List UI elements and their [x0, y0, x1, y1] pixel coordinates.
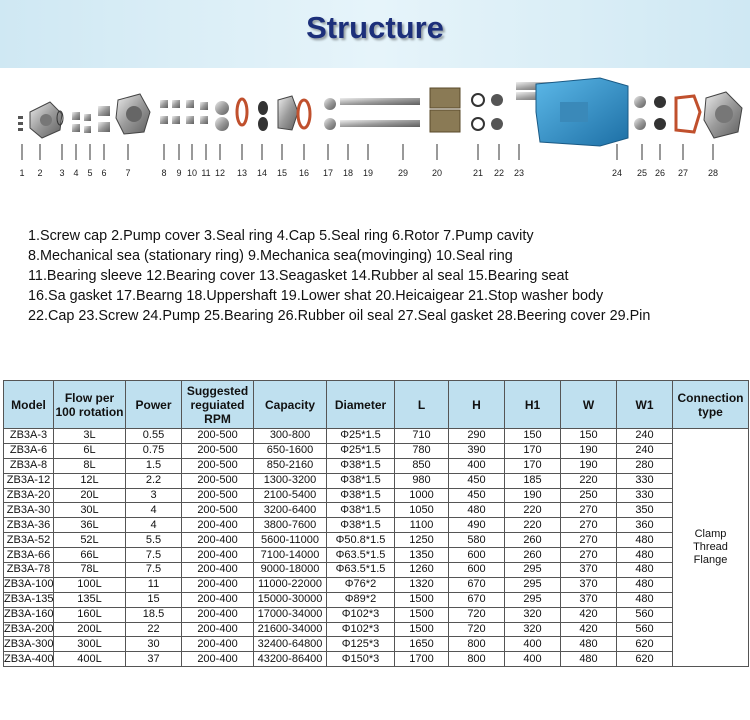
cell-l: 1500 — [395, 592, 449, 607]
cell-power: 4 — [126, 503, 182, 518]
cell-w: 190 — [561, 443, 617, 458]
cell-h1: 295 — [505, 577, 561, 592]
cell-flow: 20L — [54, 488, 126, 503]
cell-h1: 220 — [505, 518, 561, 533]
cell-w1: 480 — [617, 533, 673, 548]
cell-l: 980 — [395, 473, 449, 488]
cell-w: 370 — [561, 563, 617, 578]
cell-w: 220 — [561, 473, 617, 488]
part-number-label: 23 — [513, 168, 525, 178]
table-row — [4, 503, 749, 518]
cell-h1: 170 — [505, 443, 561, 458]
cell-flow: 3L — [54, 429, 126, 444]
cell-model: ZB3A-12 — [4, 473, 54, 488]
cell-rpm: 200-400 — [182, 622, 254, 637]
header-h: H — [449, 381, 505, 429]
part-number-label: 24 — [611, 168, 623, 178]
part-number-label: 15 — [276, 168, 288, 178]
cell-w: 480 — [561, 637, 617, 652]
cell-diameter: Φ25*1.5 — [327, 443, 395, 458]
cell-l: 1350 — [395, 548, 449, 563]
cell-rpm: 200-500 — [182, 488, 254, 503]
legend-line: 22.Cap 23.Screw 24.Pump 25.Bearing 26.Rubber oil seal 27.Seal gasket 28.Beering cover 29.Pin — [28, 308, 651, 324]
cell-l: 1700 — [395, 652, 449, 667]
table-body — [4, 429, 749, 667]
pump-body-part — [516, 78, 628, 146]
cell-w1: 330 — [617, 473, 673, 488]
cell-diameter: Φ38*1.5 — [327, 473, 395, 488]
legend-line: 1.Screw cap 2.Pump cover 3.Seal ring 4.Cap 5.Seal ring 6.Rotor 7.Pump cavity — [28, 228, 534, 244]
cell-h: 800 — [449, 637, 505, 652]
cell-diameter: Φ102*3 — [327, 607, 395, 622]
cell-l: 780 — [395, 443, 449, 458]
cell-h1: 260 — [505, 533, 561, 548]
cell-diameter: Φ63.5*1.5 — [327, 548, 395, 563]
cell-model: ZB3A-400 — [4, 652, 54, 665]
cell-diameter: Φ25*1.5 — [327, 429, 395, 444]
cell-h1: 295 — [505, 563, 561, 578]
cell-l: 1650 — [395, 637, 449, 652]
cell-power: 3 — [126, 488, 182, 503]
table-row — [4, 533, 749, 548]
cell-h1: 190 — [505, 488, 561, 503]
cell-h1: 220 — [505, 503, 561, 518]
part-number-label: 19 — [362, 168, 374, 178]
cell-l: 1100 — [395, 518, 449, 533]
cell-power: 18.5 — [126, 607, 182, 622]
cell-flow: 135L — [54, 592, 126, 607]
cell-h: 720 — [449, 607, 505, 622]
header-banner — [0, 0, 750, 68]
cell-rpm: 200-500 — [182, 473, 254, 488]
cell-rpm: 200-500 — [182, 429, 254, 444]
specification-table — [3, 380, 749, 667]
cell-l: 1000 — [395, 488, 449, 503]
cell-h1: 320 — [505, 607, 561, 622]
cell-h: 600 — [449, 563, 505, 578]
cell-w: 270 — [561, 518, 617, 533]
header-l: L — [395, 381, 449, 429]
table-row — [4, 563, 749, 578]
cell-l: 1250 — [395, 533, 449, 548]
cell-flow: 66L — [54, 548, 126, 563]
header-model: Model — [4, 381, 54, 429]
cell-power: 30 — [126, 637, 182, 652]
cell-diameter: Φ38*1.5 — [327, 503, 395, 518]
cell-w1: 350 — [617, 503, 673, 518]
cell-h: 480 — [449, 503, 505, 518]
cell-capacity: 650-1600 — [254, 443, 327, 458]
cell-diameter: Φ89*2 — [327, 592, 395, 607]
table-row — [4, 488, 749, 503]
cell-rpm: 200-400 — [182, 577, 254, 592]
cell-w: 270 — [561, 503, 617, 518]
cell-model: ZB3A-200 — [4, 623, 54, 636]
connection-type-value: Flange — [693, 554, 728, 567]
cell-h: 490 — [449, 518, 505, 533]
cell-model: ZB3A-160 — [4, 608, 54, 621]
cell-diameter: Φ76*2 — [327, 577, 395, 592]
cell-capacity: 9000-18000 — [254, 563, 327, 578]
part-number-label: 1 — [19, 168, 25, 178]
legend-line: 16.Sa gasket 17.Bearng 18.Uppershaft 19.Lower shat 20.Heicaigear 21.Stop washer body — [28, 288, 604, 304]
cell-w1: 480 — [617, 563, 673, 578]
cell-flow: 78L — [54, 563, 126, 578]
cell-capacity: 32400-64800 — [254, 637, 327, 652]
cell-h: 390 — [449, 443, 505, 458]
part-number-label: 22 — [493, 168, 505, 178]
cell-power: 5.5 — [126, 533, 182, 548]
cell-diameter: Φ125*3 — [327, 637, 395, 652]
cell-flow: 30L — [54, 503, 126, 518]
cell-capacity: 17000-34000 — [254, 607, 327, 622]
cell-w: 150 — [561, 429, 617, 444]
table-row — [4, 518, 749, 533]
part-number-label: 10 — [186, 168, 198, 178]
cell-flow: 52L — [54, 533, 126, 548]
cell-w: 420 — [561, 622, 617, 637]
cell-rpm: 200-400 — [182, 563, 254, 578]
cell-w: 480 — [561, 652, 617, 667]
cell-w1: 480 — [617, 592, 673, 607]
header-rpm: Suggested reguiated RPM — [182, 381, 254, 429]
part-number-label: 9 — [176, 168, 182, 178]
header-power: Power — [126, 381, 182, 429]
cell-flow: 8L — [54, 458, 126, 473]
part-number-label: 17 — [322, 168, 334, 178]
header-diameter: Diameter — [327, 381, 395, 429]
cell-h: 720 — [449, 622, 505, 637]
cell-h1: 400 — [505, 652, 561, 667]
page-title: Structure — [306, 10, 444, 45]
cell-diameter: Φ38*1.5 — [327, 458, 395, 473]
cell-power: 15 — [126, 592, 182, 607]
connection-type-value: Clamp — [694, 528, 727, 541]
cell-w1: 480 — [617, 577, 673, 592]
cell-h1: 170 — [505, 458, 561, 473]
cell-h: 290 — [449, 429, 505, 444]
part-number-label: 7 — [125, 168, 131, 178]
cell-power: 7.5 — [126, 563, 182, 578]
cell-model: ZB3A-8 — [4, 458, 54, 473]
cell-model: ZB3A-52 — [4, 533, 54, 548]
cell-rpm: 200-500 — [182, 443, 254, 458]
part-number-label: 16 — [298, 168, 310, 178]
cell-w1: 280 — [617, 458, 673, 473]
legend-line: 11.Bearing sleeve 12.Bearing cover 13.Seagasket 14.Rubber al seal 15.Bearing seat — [28, 268, 569, 284]
part-number-label: 26 — [654, 168, 666, 178]
cell-flow: 6L — [54, 443, 126, 458]
header-h1: H1 — [505, 381, 561, 429]
cell-power: 37 — [126, 652, 182, 667]
table-row — [4, 458, 749, 473]
header-connection: Connection type — [673, 381, 749, 429]
cell-diameter: Φ102*3 — [327, 622, 395, 637]
part-number-label: 3 — [59, 168, 65, 178]
cell-rpm: 200-400 — [182, 607, 254, 622]
table-row — [4, 637, 749, 652]
cell-rpm: 200-400 — [182, 518, 254, 533]
table-row — [4, 429, 749, 444]
table-row — [4, 577, 749, 592]
table-row — [4, 473, 749, 488]
cell-h: 800 — [449, 652, 505, 667]
cell-model: ZB3A-30 — [4, 503, 54, 518]
cell-model: ZB3A-3 — [4, 429, 54, 444]
cell-w: 370 — [561, 592, 617, 607]
part-number-label: 29 — [397, 168, 409, 178]
cell-model: ZB3A-100 — [4, 578, 54, 591]
cell-power: 7.5 — [126, 548, 182, 563]
cell-capacity: 43200-86400 — [254, 652, 327, 667]
cell-power: 0.75 — [126, 443, 182, 458]
cell-w: 250 — [561, 488, 617, 503]
cell-diameter: Φ38*1.5 — [327, 518, 395, 533]
cell-rpm: 200-500 — [182, 503, 254, 518]
cell-w1: 560 — [617, 622, 673, 637]
table-row — [4, 622, 749, 637]
table-row — [4, 607, 749, 622]
cell-h: 670 — [449, 577, 505, 592]
cell-h: 670 — [449, 592, 505, 607]
table-header-row — [4, 381, 749, 429]
cell-w1: 240 — [617, 429, 673, 444]
cell-h1: 320 — [505, 622, 561, 637]
cell-connection-type — [673, 429, 749, 667]
parts-illustration — [0, 72, 750, 182]
table-row — [4, 443, 749, 458]
header-w: W — [561, 381, 617, 429]
cell-h1: 400 — [505, 637, 561, 652]
cell-h: 580 — [449, 533, 505, 548]
cell-h: 600 — [449, 548, 505, 563]
part-number-label: 12 — [214, 168, 226, 178]
cell-w1: 480 — [617, 548, 673, 563]
cell-w1: 360 — [617, 518, 673, 533]
cell-l: 1320 — [395, 577, 449, 592]
cell-model: ZB3A-300 — [4, 637, 54, 650]
part-number-label: 8 — [161, 168, 167, 178]
cell-flow: 300L — [54, 637, 126, 652]
cell-flow: 12L — [54, 473, 126, 488]
cell-l: 1260 — [395, 563, 449, 578]
cell-rpm: 200-400 — [182, 548, 254, 563]
cell-model: ZB3A-20 — [4, 488, 54, 503]
cell-w1: 240 — [617, 443, 673, 458]
part-number-label: 25 — [636, 168, 648, 178]
cell-power: 11 — [126, 577, 182, 592]
cell-w: 270 — [561, 533, 617, 548]
part-number-label: 28 — [707, 168, 719, 178]
screw-cap-part — [18, 116, 23, 131]
table-row — [4, 592, 749, 607]
cell-power: 22 — [126, 622, 182, 637]
cell-h1: 260 — [505, 548, 561, 563]
cell-capacity: 3800-7600 — [254, 518, 327, 533]
part-number-label: 14 — [256, 168, 268, 178]
cell-model: ZB3A-78 — [4, 563, 54, 578]
table-row — [4, 548, 749, 563]
cell-rpm: 200-400 — [182, 533, 254, 548]
cell-l: 850 — [395, 458, 449, 473]
cell-capacity: 15000-30000 — [254, 592, 327, 607]
cell-w: 190 — [561, 458, 617, 473]
cell-rpm: 200-400 — [182, 592, 254, 607]
cell-w: 420 — [561, 607, 617, 622]
cell-power: 0.55 — [126, 429, 182, 444]
part-number-label: 20 — [431, 168, 443, 178]
part-number-label: 2 — [37, 168, 43, 178]
cell-capacity: 850-2160 — [254, 458, 327, 473]
legend-line: 8.Mechanical sea (stationary ring) 9.Mechanica sea(movinging) 10.Seal ring — [28, 248, 513, 264]
cell-capacity: 21600-34000 — [254, 622, 327, 637]
cell-capacity: 2100-5400 — [254, 488, 327, 503]
cell-diameter: Φ150*3 — [327, 652, 395, 667]
cell-h1: 295 — [505, 592, 561, 607]
cell-model: ZB3A-135 — [4, 593, 54, 606]
cell-l: 1050 — [395, 503, 449, 518]
part-number-label: 18 — [342, 168, 354, 178]
part-number-label: 21 — [472, 168, 484, 178]
parts-legend — [28, 226, 748, 326]
cell-flow: 200L — [54, 622, 126, 637]
cell-w1: 330 — [617, 488, 673, 503]
header-capacity: Capacity — [254, 381, 327, 429]
cell-l: 1500 — [395, 607, 449, 622]
cell-h: 400 — [449, 458, 505, 473]
cell-capacity: 300-800 — [254, 429, 327, 444]
cell-flow: 36L — [54, 518, 126, 533]
cell-capacity: 7100-14000 — [254, 548, 327, 563]
cell-diameter: Φ63.5*1.5 — [327, 563, 395, 578]
cell-rpm: 200-500 — [182, 458, 254, 473]
cell-rpm: 200-400 — [182, 637, 254, 652]
header-w1: W1 — [617, 381, 673, 429]
part-number-label: 4 — [73, 168, 79, 178]
cell-flow: 160L — [54, 607, 126, 622]
cell-rpm: 200-400 — [182, 652, 254, 667]
cell-w1: 560 — [617, 607, 673, 622]
cell-capacity: 11000-22000 — [254, 577, 327, 592]
connection-type-value: Thread — [693, 541, 728, 554]
cell-w1: 620 — [617, 637, 673, 652]
part-number-label: 13 — [236, 168, 248, 178]
cell-capacity: 3200-6400 — [254, 503, 327, 518]
cell-power: 1.5 — [126, 458, 182, 473]
cell-w1: 620 — [617, 652, 673, 667]
cell-h1: 185 — [505, 473, 561, 488]
cell-l: 710 — [395, 429, 449, 444]
cell-h1: 150 — [505, 429, 561, 444]
cell-model: ZB3A-6 — [4, 443, 54, 458]
part-number-label: 27 — [677, 168, 689, 178]
cell-h: 450 — [449, 473, 505, 488]
cell-capacity: 5600-11000 — [254, 533, 327, 548]
header-flow: Flow per 100 rotation — [54, 381, 126, 429]
cell-w: 270 — [561, 548, 617, 563]
cell-w: 370 — [561, 577, 617, 592]
part-number-label: 5 — [87, 168, 93, 178]
cell-h: 450 — [449, 488, 505, 503]
cell-flow: 400L — [54, 652, 126, 667]
cell-power: 2.2 — [126, 473, 182, 488]
cell-power: 4 — [126, 518, 182, 533]
cell-diameter: Φ50.8*1.5 — [327, 533, 395, 548]
cell-capacity: 1300-3200 — [254, 473, 327, 488]
cell-diameter: Φ38*1.5 — [327, 488, 395, 503]
cell-flow: 100L — [54, 577, 126, 592]
part-number-label: 6 — [101, 168, 107, 178]
cell-model: ZB3A-36 — [4, 518, 54, 533]
part-number-label: 11 — [201, 168, 211, 178]
table-row — [4, 652, 749, 667]
cell-l: 1500 — [395, 622, 449, 637]
exploded-parts-diagram — [0, 72, 750, 182]
cell-model: ZB3A-66 — [4, 548, 54, 563]
